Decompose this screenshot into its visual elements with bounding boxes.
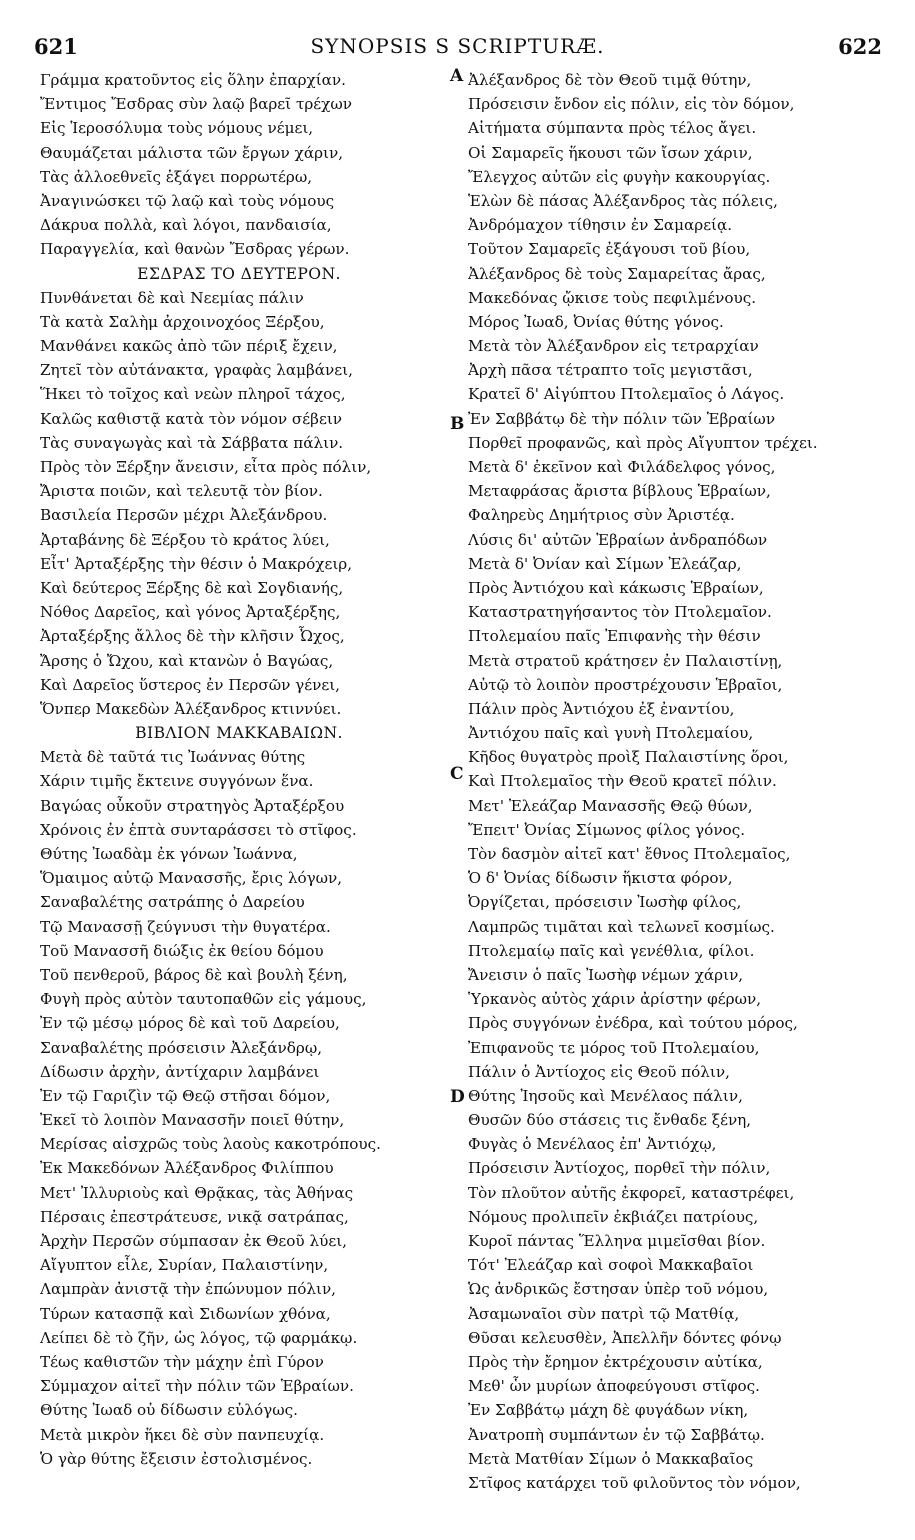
verse-line: Κρατεῖ δ' Αἰγύπτου Πτολεμαῖος ὁ Λάγος. — [468, 385, 785, 404]
section-heading: ΒΙΒΛΙΟΝ ΜΑΚΚΑΒΑΙΩΝ. — [135, 724, 343, 743]
verse-line: Ἄνεισιν ὁ παῖς Ἰωσὴφ νέμων χάριν, — [468, 965, 744, 984]
verse-line: Γράμμα κρατοῦντος εἰς ὅλην ἐπαρχίαν. — [40, 71, 346, 89]
verse-line: Ἔπειτ' Ὀνίας Σίμωνος φίλος γόνος. — [468, 820, 746, 839]
verse-line: Μετὰ δ' ἐκεῖνον καὶ Φιλάδελφος γόνος, — [468, 458, 776, 476]
verse-line: Ἀρχὴ πᾶσα τέτραπτο τοῖς μεγιστᾶσι, — [468, 361, 753, 380]
verse-line: Αὐτῷ τὸ λοιπὸν προστρέχουσιν Ἑβραῖοι, — [468, 675, 783, 694]
verse-line: Πάλιν πρὸς Ἀντιόχου ἐξ ἐναντίου, — [468, 699, 735, 718]
verse-line: Μετ' Ἰλλυριοὺς καὶ Θρᾷκας, τὰς Ἀθήνας — [40, 1183, 354, 1202]
verse-line: Ἔντιμος Ἔσδρας σὺν λαῷ βαρεῖ τρέχων — [40, 95, 352, 114]
verse-line: Τοῦ πενθεροῦ, βάρος δὲ καὶ βουλὴ ξένη, — [40, 965, 348, 984]
verse-line: Ἔλεγχος αὐτῶν εἰς φυγὴν κακουργίας. — [468, 167, 771, 186]
verse-line: Θῦσαι κελευσθὲν, Ἀπελλῆν δόντες φόνῳ — [468, 1328, 782, 1347]
verse-line: Ἀνατροπὴ συμπάντων ἐν τῷ Σαββάτῳ. — [468, 1425, 765, 1444]
verse-line: Χάριν τιμῆς ἔκτεινε συγγόνων ἕνα. — [40, 772, 314, 791]
verse-line: Τὸν πλοῦτον αὐτῆς ἐκφορεῖ, καταστρέφει, — [468, 1183, 795, 1202]
verse-line: Καλῶς καθιστᾷ κατὰ τὸν νόμον σέβειν — [40, 409, 343, 428]
verse-line: Ἀλέξανδρος δὲ τὸν Θεοῦ τιμᾷ θύτην, — [468, 71, 752, 89]
verse-line: Κυροῖ πάντας Ἕλληνα μιμεῖσθαι βίον. — [468, 1232, 766, 1250]
verse-line: Λαμπρὰν ἀνιστᾷ τὴν ἐπώνυμον πόλιν, — [40, 1280, 337, 1299]
verse-line: Ἐν τῷ μέσῳ μόρος δὲ καὶ τοῦ Δαρείου, — [40, 1014, 340, 1033]
verse-line: Πρὸς συγγόνων ἐνέδρα, καὶ τούτου μόρος, — [468, 1014, 798, 1033]
verse-line: Ὡς ἀνδρικῶς ἔστησαν ὑπὲρ τοῦ νόμου, — [468, 1280, 769, 1299]
verse-line: Μανθάνει κακῶς ἀπὸ τῶν πέριξ ἔχειν, — [40, 337, 338, 356]
verse-line: Τὰς ἀλλοεθνεῖς ἐξάγει πορρωτέρω, — [40, 167, 313, 186]
verse-line: Τὰς συναγωγὰς καὶ τὰ Σάββατα πάλιν. — [40, 433, 344, 452]
right-column — [468, 68, 888, 1495]
verse-line: Θύτης Ἰωαδὰμ ἐκ γόνων Ἰωάννα, — [40, 845, 298, 863]
verse-line: Μετὰ μικρὸν ἥκει δὲ σὺν πανπευχίᾳ. — [40, 1425, 325, 1444]
page-header — [0, 34, 915, 64]
verse-line: Πρόσεισιν Ἀντίοχος, πορθεῖ τὴν πόλιν, — [468, 1159, 771, 1178]
verse-line: Μετ' Ἐλεάζαρ Μανασσῆς Θεῷ θύων, — [468, 796, 753, 815]
verse-line: Φυγὰς ὁ Μενέλαος ἐπ' Ἀντιόχῳ, — [468, 1135, 717, 1154]
verse-line: Φυγὴ πρὸς αὐτὸν ταυτοπαθῶν εἰς γάμους, — [40, 990, 367, 1009]
verse-line: Πέρσαις ἐπεστράτευσε, νικᾷ σατράπας, — [40, 1207, 349, 1226]
margin-marker-b: B — [450, 414, 465, 434]
verse-line: Ἀναγινώσκει τῷ λαῷ καὶ τοὺς νόμους — [40, 191, 335, 210]
verse-line: Ἐν τῷ Γαριζὶν τῷ Θεῷ στῆσαι δόμον, — [40, 1086, 331, 1105]
verse-line: Νόμους προλιπεῖν ἐκβιάζει πατρίους, — [468, 1207, 759, 1226]
page-number-left: 621 — [34, 34, 78, 59]
verse-line: Νόθος Δαρεῖος, καὶ γόνος Ἀρταξέρξης, — [40, 603, 341, 622]
verse-line: Ἀσαμωναῖοι σὺν πατρὶ τῷ Ματθίᾳ, — [468, 1304, 740, 1323]
verse-line: Μετὰ στρατοῦ κράτησεν ἐν Παλαιστίνῃ, — [468, 651, 783, 670]
verse-line: Αἴγυπτον εἷλε, Συρίαν, Παλαιστίνην, — [40, 1256, 329, 1275]
verse-line: Τότ' Ἐλεάζαρ καὶ σοφοὶ Μακκαβαῖοι — [468, 1256, 754, 1275]
verse-line: Φαληρεὺς Δημήτριος σὺν Ἀριστέᾳ. — [468, 506, 735, 525]
verse-line: Πρὸς τὸν Ξέρξην ἄνεισιν, εἶτα πρὸς πόλιν, — [40, 458, 372, 476]
verse-line: Ἐπιφανοῦς τε μόρος τοῦ Πτολεμαίου, — [468, 1038, 760, 1057]
verse-line: Βαγώας οὖκοῦν στρατηγὸς Ἀρταξέρξου — [40, 796, 345, 815]
verse-line: Μακεδόνας ᾤκισε τοὺς πεφιλμένους. — [468, 288, 757, 307]
verse-line: Βασιλεία Περσῶν μέχρι Ἀλεξάνδρου. — [40, 506, 328, 525]
verse-line: Σύμμαχον αἰτεῖ τὴν πόλιν τῶν Ἑβραίων. — [40, 1377, 354, 1396]
verse-line: Τύρων κατασπᾷ καὶ Σιδωνίων χθόνα, — [40, 1304, 331, 1323]
verse-line: Ἐν Σαββάτῳ δὲ τὴν πόλιν τῶν Ἑβραίων — [468, 409, 776, 428]
verse-line: Καταστρατηγήσαντος τὸν Πτολεμαῖον. — [468, 603, 772, 622]
verse-line: Λύσις δι' αὐτῶν Ἑβραίων ἀνδραπόδων — [468, 530, 768, 549]
verse-line: Τοῦ Μανασσῆ διώξις ἐκ θείου δόμου — [40, 941, 324, 960]
verse-line: Σαναβαλέτης σατράπης ὁ Δαρείου — [40, 893, 305, 912]
verse-line: Θυσῶν δύο στάσεις τις ἔνθαδε ξένη, — [468, 1111, 752, 1130]
verse-line: Ἄρσης ὁ Ὤχου, καὶ κτανὼν ὁ Βαγώας, — [40, 651, 334, 670]
verse-line: Πτολεμαίῳ παῖς καὶ γενέθλια, φίλοι. — [468, 941, 755, 960]
verse-line: Δίδωσιν ἀρχὴν, ἀντίχαριν λαμβάνει — [40, 1062, 320, 1081]
verse-line: Πτολεμαίου παῖς Ἐπιφανὴς τὴν θέσιν — [468, 627, 761, 646]
verse-line: Εἰς Ἱεροσόλυμα τοὺς νόμους νέμει, — [40, 119, 314, 138]
verse-line: Πάλιν ὁ Ἀντίοχος εἰς Θεοῦ πόλιν, — [468, 1062, 730, 1081]
verse-line: Ἀλέξανδρος δὲ τοὺς Σαμαρείτας ἄρας, — [468, 264, 766, 283]
verse-line: Θύτης Ἰωαδ οὐ δίδωσιν εὐλόγως. — [40, 1401, 298, 1420]
verse-line: Μετὰ δ' Ὀνίαν καὶ Σίμων Ἐλεάζαρ, — [468, 554, 742, 573]
verse-line: Μετὰ Ματθίαν Σίμων ὁ Μακκαβαῖος — [468, 1449, 754, 1468]
verse-line: Ἐν Σαββάτῳ μάχη δὲ φυγάδων νίκη, — [468, 1401, 749, 1420]
verse-line: Ἀρταβάνης δὲ Ξέρξου τὸ κράτος λύει, — [40, 530, 330, 549]
left-column — [34, 68, 444, 1471]
verse-line: Ὁ δ' Ὀνίας δίδωσιν ἥκιστα φόρον, — [468, 869, 733, 888]
verse-line: Μόρος Ἰωαδ, Ὀνίας θύτης γόνος. — [468, 312, 724, 331]
verse-line: Ὅνπερ Μακεδὼν Ἀλέξανδρος κτιννύει. — [40, 699, 342, 718]
margin-marker-a: A — [450, 66, 464, 86]
verse-line: Τοῦτον Σαμαρεῖς ἐξάγουσι τοῦ βίου, — [468, 240, 751, 259]
verse-line: Ἐκεῖ τὸ λοιπὸν Μανασσῆν ποιεῖ θύτην, — [40, 1111, 345, 1130]
verse-line: Ἥκει τὸ τοῖχος καὶ νεὼν πληροῖ τάχος, — [40, 385, 346, 404]
verse-line: Πορθεῖ προφανῶς, καὶ πρὸς Αἴγυπτον τρέχει. — [468, 433, 818, 452]
verse-line: Πυνθάνεται δὲ καὶ Νεεμίας πάλιν — [40, 288, 304, 307]
verse-line: Μερίσας αἰσχρῶς τοὺς λαοὺς κακοτρόπους. — [40, 1135, 381, 1154]
verse-line: Πρὸς Ἀντιόχου καὶ κάκωσις Ἑβραίων, — [468, 578, 764, 597]
verse-line: Παραγγελία, καὶ θανὼν Ἔσδρας γέρων. — [40, 240, 350, 259]
verse-line: Οἱ Σαμαρεῖς ἥκουσι τῶν ἴσων χάριν, — [468, 143, 753, 162]
verse-line: Χρόνοις ἐν ἑπτὰ συνταράσσει τὸ στῖφος. — [40, 820, 357, 839]
verse-line: Στῖφος κατάρχει τοῦ φιλοῦντος τὸν νόμον, — [468, 1473, 801, 1492]
verse-line: Ζητεῖ τὸν αὐτάνακτα, γραφὰς λαμβάνει, — [40, 361, 353, 380]
verse-line: Μεταφράσας ἄριστα βίβλους Ἑβραίων, — [468, 482, 771, 501]
verse-line: Ἐκ Μακεδόνων Ἀλέξανδρος Φιλίππου — [40, 1159, 334, 1178]
verse-line: Θύτης Ἰησοῦς καὶ Μενέλαος πάλιν, — [468, 1086, 743, 1105]
verse-line: Πρόσεισιν ἔνδον εἰς πόλιν, εἰς τὸν δόμον, — [468, 95, 795, 114]
verse-line: Μεθ' ὧν μυρίων ἀποφεύγουσι στῖφος. — [468, 1377, 760, 1396]
verse-line: Ἀνδρόμαχον τίθησιν ἐν Σαμαρείᾳ. — [468, 216, 733, 235]
running-title: SYNOPSIS S SCRIPTURÆ. — [310, 34, 605, 58]
verse-line: Πρὸς τὴν ἔρημον ἐκτρέχουσιν αὐτίκα, — [468, 1352, 763, 1371]
verse-line: Ἀρχὴν Περσῶν σύμπασαν ἐκ Θεοῦ λύει, — [40, 1232, 348, 1250]
verse-line: Καὶ Δαρεῖος ὕστερος ἐν Περσῶν γένει, — [40, 675, 341, 694]
verse-line: Μετὰ δὲ ταῦτά τις Ἰωάννας θύτης — [40, 748, 306, 767]
verse-line: Κῆδος θυγατρὸς προὶξ Παλαιστίνης ὅροι, — [468, 748, 789, 767]
verse-line: Ὅμαιμος αὐτῷ Μανασσῆς, ἔρις λόγων, — [40, 869, 343, 888]
verse-line: Τὰ κατὰ Σαλὴμ ἀρχοινοχόος Ξέρξου, — [40, 312, 325, 331]
verse-line: Μετὰ τὸν Ἀλέξανδρον εἰς τετραρχίαν — [468, 337, 759, 356]
verse-line: Ἀντιόχου παῖς καὶ γυνὴ Πτολεμαίου, — [468, 724, 754, 743]
verse-line: Τὸν δασμὸν αἰτεῖ κατ' ἔθνος Πτολεμαῖος, — [468, 845, 791, 863]
margin-marker-d: D — [450, 1087, 465, 1107]
section-heading: ΕΣΔΡΑΣ ΤΟ ΔΕΥΤΕΡΟΝ. — [137, 264, 341, 283]
verse-line: Ἑλὼν δὲ πάσας Ἀλέξανδρος τὰς πόλεις, — [468, 191, 778, 210]
verse-line: Αἰτήματα σύμπαντα πρὸς τέλος ἄγει. — [468, 119, 757, 138]
verse-line: Τέως καθιστῶν τὴν μάχην ἐπὶ Γύρον — [40, 1352, 324, 1371]
verse-line: Λαμπρῶς τιμᾶται καὶ τελωνεῖ κοσμίως. — [468, 917, 775, 936]
verse-line: Ὀργίζεται, πρόσεισιν Ἰωσὴφ φίλος, — [468, 893, 742, 912]
verse-line: Ὁ γὰρ θύτης ἔξεισιν ἐστολισμένος. — [40, 1449, 313, 1468]
verse-line: Εἶτ' Ἀρταξέρξης τὴν θέσιν ὁ Μακρόχειρ, — [40, 554, 353, 573]
verse-line: Καὶ δεύτερος Ξέρξης δὲ καὶ Σογδιανής, — [40, 578, 344, 597]
verse-line: Ὑρκανὸς αὐτὸς χάριν ἀρίστην φέρων, — [468, 990, 762, 1009]
margin-marker-c: C — [450, 764, 464, 784]
verse-line: Δάκρυα πολλὰ, καὶ λόγοι, πανδαισία, — [40, 216, 332, 235]
verse-line: Θαυμάζεται μάλιστα τῶν ἔργων χάριν, — [40, 143, 344, 162]
verse-line: Λείπει δὲ τὸ ζῆν, ὡς λόγος, τῷ φαρμάκῳ. — [40, 1328, 358, 1347]
page-number-right: 622 — [838, 34, 882, 59]
verse-line: Σαναβαλέτης πρόσεισιν Ἀλεξάνδρῳ, — [40, 1038, 323, 1057]
verse-line: Τῷ Μανασσῇ ζεύγνυσι τὴν θυγατέρα. — [40, 917, 331, 936]
verse-line: Καὶ Πτολεμαῖος τὴν Θεοῦ κρατεῖ πόλιν. — [468, 772, 777, 791]
verse-line: Ἄριστα ποιῶν, καὶ τελευτᾷ τὸν βίον. — [40, 482, 323, 501]
verse-line: Ἀρταξέρξης ἄλλος δὲ τὴν κλῆσιν Ὦχος, — [40, 627, 345, 646]
